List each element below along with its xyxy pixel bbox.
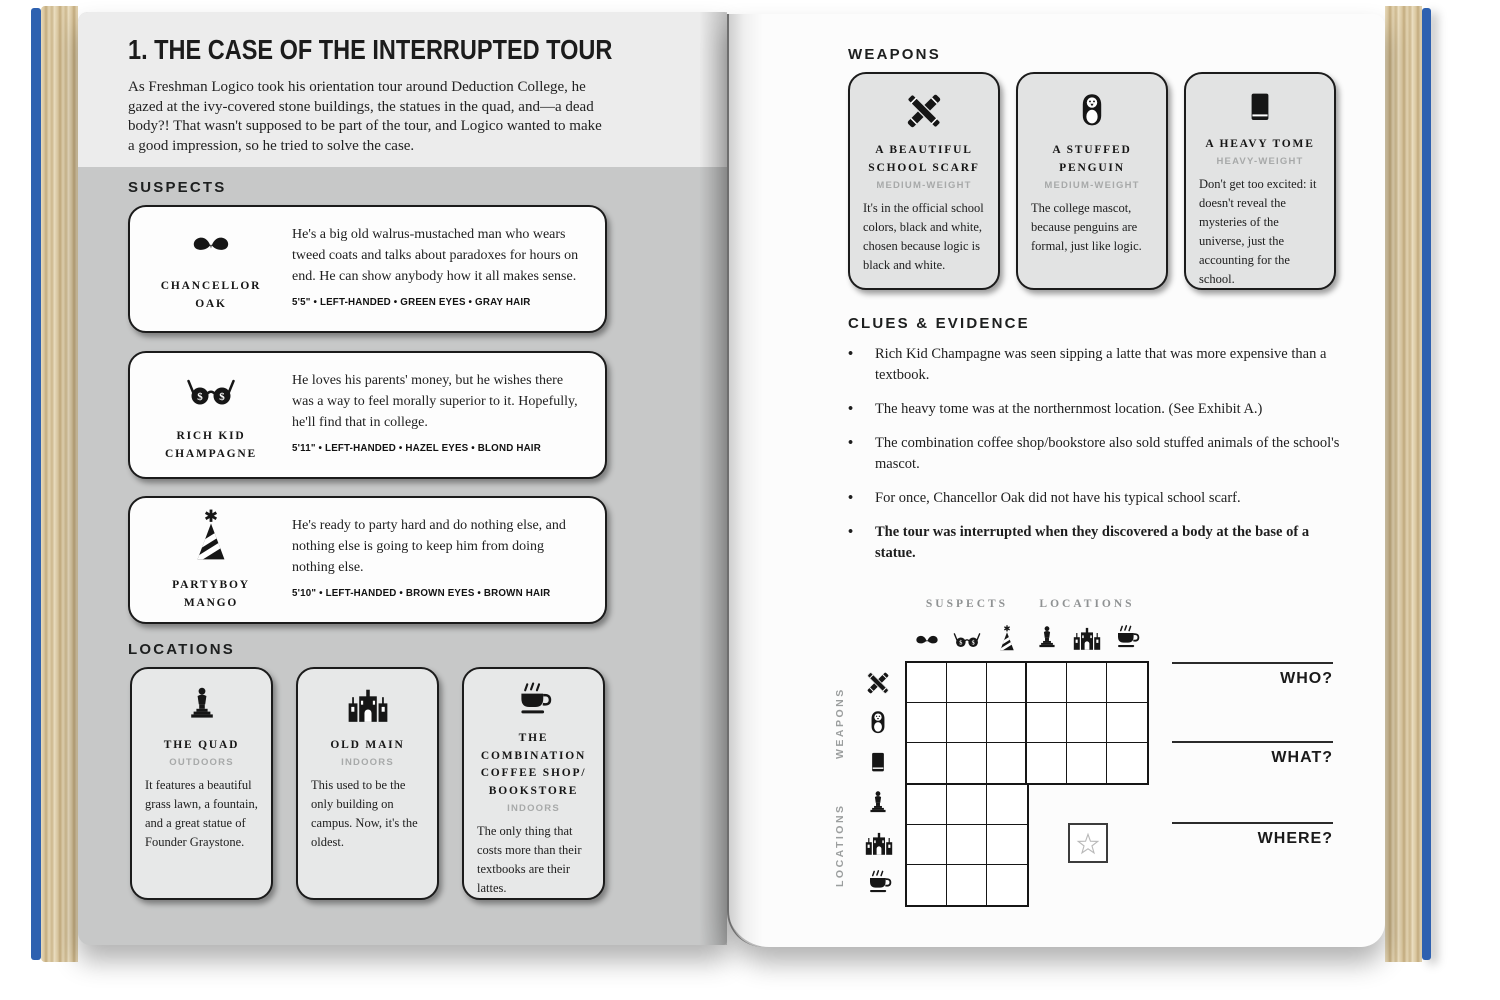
book-icon [1240,86,1280,130]
bullet-marker: • [848,524,854,540]
suspect-stats: 5'10" • LEFT-HANDED • BROWN EYES • BROWN HAIR [292,587,551,599]
grid-cell[interactable] [1107,663,1147,703]
location-card-coffee-shop-bookstore [462,667,605,900]
party-hat-icon [993,624,1021,654]
grid-column-group-locations: LOCATIONS [1039,598,1135,610]
deduction-grid-bottom [905,785,1029,907]
weapon-description: It's in the official school colors, black and white, chosen because logic is black and white. [863,200,984,272]
grid-cell[interactable] [1027,663,1067,703]
clue-text: Rich Kid Champagne was seen sipping a latte that was more expensive than a textbook. [875,346,1327,383]
weapon-description: Don't get too excited: it doesn't reveal the mysteries of the universe, just the accounting for the school. [1199,176,1317,286]
right-cover-edge [1422,8,1431,960]
case-intro-text: As Freshman Logico took his orientation tour around Deduction College, he gazed at the ivy-covered stone buildings, the statues in the quad, and—a dead body?! That wasn't supposed to be part of the tour, and Logico wanted to make a good impression, so he tried to solve the case. [128,79,602,154]
location-description: This used to be the only building on campus. Now, it's the oldest. [311,777,418,849]
mustache-icon [912,628,942,654]
locations-heading: LOCATIONS [128,641,236,658]
grid-cell[interactable] [947,663,987,703]
suspect-name: PARTYBOY MANGO [172,578,250,609]
where-answer-line[interactable] [1172,822,1333,824]
case-title: 1. THE CASE OF THE INTERRUPTED TOUR [128,34,613,65]
penguin-icon [864,708,892,738]
where-label: WHERE? [1257,830,1333,847]
clues-heading: CLUES & EVIDENCE [848,315,1030,332]
what-answer-line[interactable] [1172,741,1333,743]
grid-cell[interactable] [947,865,987,905]
building-icon [864,829,894,859]
statue-icon [864,789,892,819]
suspect-description: He loves his parents' money, but he wishes there was a way to feel morally superior to it. Hopefully, he'll find that in college. [292,373,578,430]
left-page-stack-edge [41,6,78,962]
penguin-icon [1072,88,1112,134]
grid-cell[interactable] [987,703,1027,743]
suspect-card-partyboy-mango [128,496,607,624]
who-answer-line[interactable] [1172,662,1333,664]
weapon-weight-tag: MEDIUM-WEIGHT [876,179,972,191]
clue-text: For once, Chancellor Oak did not have his typical school scarf. [875,490,1241,506]
grid-cell[interactable] [1067,743,1107,783]
gutter-shadow-right [727,14,763,947]
clue-item [848,399,1353,420]
star-box [1068,823,1108,863]
grid-cell[interactable] [907,785,947,825]
left-cover-edge [31,8,41,960]
grid-cell[interactable] [907,743,947,783]
gutter-shadow-left [699,12,727,945]
location-card-the-quad [130,667,273,900]
grid-cell[interactable] [987,743,1027,783]
clue-text: The heavy tome was at the northernmost location. (See Exhibit A.) [875,401,1263,417]
location-name: THE COMBINATION COFFEE SHOP/​BOOKSTORE [480,731,587,798]
grid-cell[interactable] [947,785,987,825]
money-glasses-icon [952,626,982,654]
grid-cell[interactable] [1027,703,1067,743]
weapon-weight-tag: HEAVY-WEIGHT [1216,155,1304,167]
clue-item [848,522,1353,564]
grid-cell[interactable] [907,865,947,905]
grid-cell[interactable] [947,825,987,865]
book-icon [864,749,892,777]
grid-cell[interactable] [1107,703,1147,743]
grid-cell[interactable] [987,785,1027,825]
statue-icon [1033,624,1061,654]
location-description: The only thing that costs more than their textbooks are their lattes. [477,824,582,895]
grid-cell[interactable] [947,743,987,783]
weapon-weight-tag: MEDIUM-WEIGHT [1044,179,1140,191]
suspect-description: He's ready to party hard and do nothing else, and nothing else is going to keep him from doing nothing else. [292,518,566,575]
right-page-stack-edge [1385,6,1422,962]
location-tag: INDOORS [341,756,394,768]
bullet-marker: • [848,435,854,451]
location-description: It features a beautiful grass lawn, a fountain, and a great statue of Founder Graystone. [145,777,258,849]
clue-item [848,488,1353,509]
who-label: WHO? [1280,670,1333,687]
scarf-icon [864,669,892,697]
what-label: WHAT? [1271,749,1333,766]
suspect-name: CHANCELLOR OAK [160,279,262,310]
grid-cell[interactable] [987,825,1027,865]
location-tag: INDOORS [507,803,560,814]
money-glasses-icon [179,367,243,417]
suspects-heading: SUSPECTS [128,179,227,196]
grid-column-group-suspects: SUSPECTS [925,598,1009,610]
deduction-grid-top [905,661,1149,785]
coffee-cup-icon [513,681,555,723]
suspect-description: He's a big old walrus-mustached man who wears tweed coats and talks about paradoxes for hours on end. He can show anybody how it all makes sense. [292,227,579,284]
clue-item [848,344,1353,386]
clues-list [848,344,1353,577]
weapon-description: The college mascot, because penguins are formal, just like logic. [1031,200,1142,253]
weapon-name: A BEAUTIFUL SCHOOL SCARF [868,144,980,174]
grid-cell[interactable] [947,703,987,743]
weapon-name: A STUFFED PENGUIN [1052,144,1132,174]
suspect-card-chancellor-oak [128,205,607,333]
grid-cell[interactable] [907,663,947,703]
suspect-stats: 5'11" • LEFT-HANDED • HAZEL EYES • BLOND HAIR [292,442,541,454]
location-name: THE QUAD [163,739,240,751]
grid-cell[interactable] [987,865,1027,905]
weapon-card-heavy-tome [1184,72,1336,290]
suspect-stats: 5'5" • LEFT-HANDED • GREEN EYES • GRAY HAIR [292,296,531,308]
grid-cell[interactable] [1067,703,1107,743]
grid-cell[interactable] [1027,743,1067,783]
star-icon [1072,827,1104,859]
grid-row-group-weapons: WEAPONS [834,687,846,759]
mustache-icon [180,225,242,267]
grid-cell[interactable] [907,703,947,743]
bullet-marker: • [848,346,854,362]
grid-cell[interactable] [1067,663,1107,703]
party-hat-icon [183,508,239,566]
weapons-heading: WEAPONS [848,46,941,63]
bullet-marker: • [848,490,854,506]
weapon-name: A HEAVY TOME [1205,138,1315,150]
coffee-cup-icon [1112,624,1142,654]
location-card-old-main [296,667,439,900]
scarf-icon [901,89,947,133]
clue-text: The combination coffee shop/bookstore also sold stuffed animals of the school's mascot. [875,435,1340,472]
building-icon [1072,624,1102,654]
grid-cell[interactable] [987,663,1027,703]
coffee-cup-icon [864,869,894,899]
suspect-name: RICH KID CHAMPAGNE [164,429,257,460]
weapon-card-stuffed-penguin [1016,72,1168,290]
suspect-card-rich-kid-champagne [128,351,607,479]
clue-text: The tour was interrupted when they discovered a body at the base of a statue. [875,524,1310,561]
grid-row-group-locations: LOCATIONS [834,803,846,887]
location-name: OLD MAIN [330,739,405,751]
location-tag: OUTDOORS [169,756,234,768]
building-icon [345,684,391,728]
weapon-card-school-scarf [848,72,1000,290]
grid-cell[interactable] [1107,743,1147,783]
bullet-marker: • [848,401,854,417]
clue-item [848,433,1353,475]
grid-cell[interactable] [907,825,947,865]
statue-icon [182,684,222,728]
